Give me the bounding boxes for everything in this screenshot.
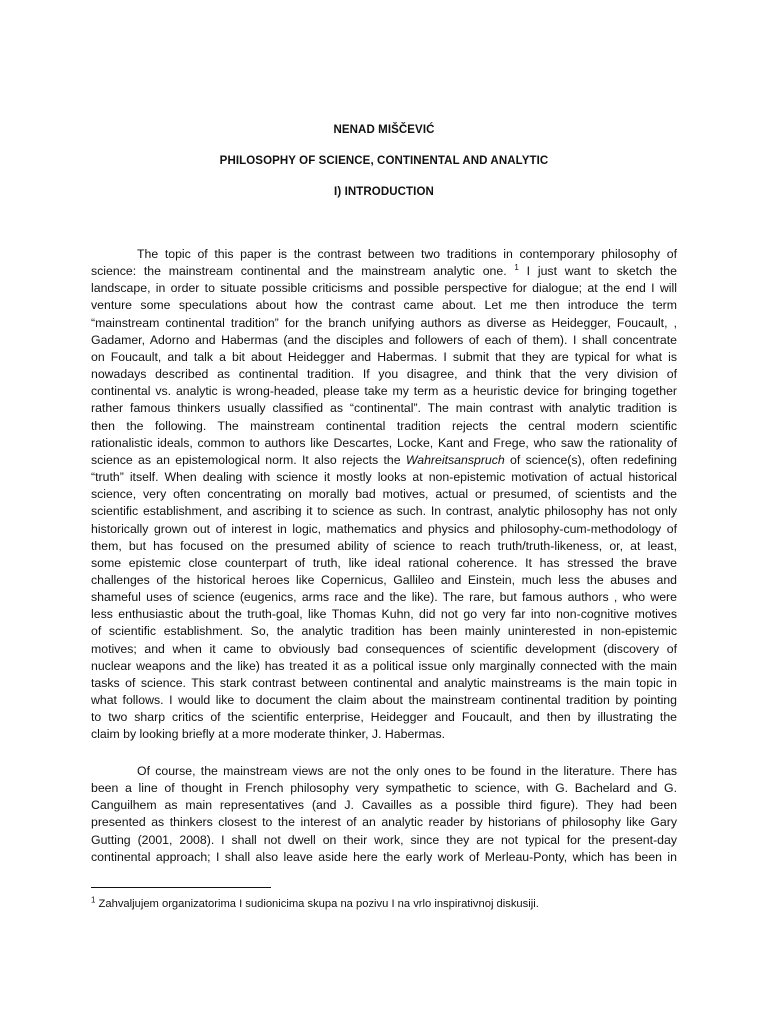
text-line: then the following. The mainstream continental tradition rejects the central modern scientific: [91, 418, 677, 433]
paragraph-1-text: [91, 246, 677, 744]
text-line: “mainstream continental tradition” for the branch unifying authors as diverse as Heidegger, Foucault, ,: [91, 315, 677, 330]
paragraph-1: [91, 246, 677, 744]
text-line: [91, 452, 677, 469]
text-segment: I just want to sketch the: [518, 264, 677, 279]
text-line: nuclear weapons and the like) has treated it as a political issue only marginally connected with the main: [91, 658, 677, 673]
footnote-reference[interactable]: 1: [514, 263, 519, 273]
text-line: rationalistic ideals, common to authors like Descartes, Locke, Kant and Frege, who saw the rationality of: [91, 435, 677, 450]
text-line: venture some speculations about how the contrast came about. Let me then introduce the term: [91, 298, 677, 313]
text-line: motives; and when it came to obviously bad consequences of scientific development (discovery of: [91, 641, 677, 656]
text-line: some epistemic close counterpart of truth, like ideal rational coherence. It has stressed the brave: [91, 555, 677, 570]
text-line: Gadamer, Adorno and Habermas (and the disciples and followers of each of them). I shall concentrate: [91, 332, 677, 347]
text-line: on Foucault, and talk a bit about Heidegger and Habermas. I submit that they are typical for what is: [91, 349, 677, 364]
paragraph-2: [91, 763, 677, 866]
text-line: rather famous thinkers usually classified as “continental”. The main contrast with analytic tradition is: [91, 401, 677, 416]
text-line: historically grown out of interest in logic, mathematics and physics and philosophy-cum-methodology of: [91, 521, 677, 536]
text-line: them, but has focused on the presumed ability of science to reach truth/truth-likeness, or, at least,: [91, 538, 677, 553]
text-line: Gutting (2001, 2008). I shall not dwell on their work, since they are not typical for the present-day: [91, 832, 677, 847]
text-line: challenges of the historical heroes like Copernicus, Gallileo and Einstein, much less the abuses and: [91, 572, 677, 587]
text-line: scientific establishment, and ascribing it to science as such. In contrast, analytic philosophy has not only: [91, 504, 677, 519]
paragraph-2-text: [91, 763, 677, 866]
text-line: science, very often concentrating on morally bad motives, actual or presumed, of scientists and the: [91, 487, 677, 502]
paper-title: PHILOSOPHY OF SCIENCE, CONTINENTAL AND ANALYTIC: [219, 155, 549, 167]
text-line: presented as thinkers closest to the interest of an analytic reader by historians of philosophy like Gary: [91, 815, 677, 830]
italic-term: Wahreitsanspruch: [405, 452, 505, 467]
text-line: [91, 263, 677, 280]
footnote: [91, 897, 677, 911]
text-segment: science as an epistemological norm. It also rejects the: [91, 452, 406, 467]
text-line: of scientific establishment. So, the analytic tradition has been mainly uninterested in non-epistemic: [91, 624, 677, 639]
text-line: nowadays described as continental tradition. If you disagree, and think that the very division of: [91, 367, 677, 382]
text-line: to two sharp critics of the scientific enterprise, Heidegger and Foucault, and then by illustrating the: [91, 710, 677, 725]
section-heading: I) INTRODUCTION: [334, 186, 434, 198]
text-line: continental approach; I shall also leave aside here the early work of Merleau-Ponty, which has been in: [91, 849, 677, 864]
text-line: landscape, in order to situate possible criticisms and possible perspective for dialogue; at the end I will: [91, 281, 677, 296]
text-line: what follows. I would like to document the claim about the mainstream continental tradition by pointing: [91, 693, 677, 708]
text-line: shameful uses of science (eugenics, arms race and the like). The rare, but famous authors , who were: [91, 590, 677, 605]
text-line: “truth” itself. When dealing with science it mostly looks at non-epistemic motivation of actual historical: [91, 470, 677, 485]
footnote-text: Zahvaljujem organizatorima I sudionicima skupa na pozivu I na vrlo inspirativnoj diskusiji.: [95, 898, 539, 910]
text-line: The topic of this paper is the contrast between two traditions in contemporary philosophy of: [137, 247, 677, 261]
text-line: been a line of thought in French philosophy very sympathetic to science, with G. Bachelard and G.: [91, 781, 677, 796]
footnote-divider: [91, 887, 271, 888]
author-name: NENAD MIŠČEVIĆ: [333, 124, 435, 136]
text-line: continental vs. analytic is wrong-headed, please take my term as a heuristic device for bringing together: [91, 384, 677, 399]
text-line: claim by looking briefly at a more moderate thinker, J. Habermas.: [91, 727, 446, 742]
text-line: less enthusiastic about the truth-goal, like Thomas Kuhn, did not go very far into non-cognitive motives: [91, 607, 677, 622]
text-line: Of course, the mainstream views are not the only ones to be found in the literature. There has: [137, 764, 677, 778]
footnote-marker: 1: [91, 895, 96, 905]
text-line: tasks of science. This stark contrast between continental and analytic mainstreams is the main topic in: [91, 675, 677, 690]
text-segment: science: the mainstream continental and the mainstream analytic one.: [91, 264, 507, 279]
text-segment: of science(s), often redefining: [504, 452, 677, 467]
text-line: Canguilhem as main representatives (and J. Cavailles as a possible third figure). They had been: [91, 798, 677, 813]
